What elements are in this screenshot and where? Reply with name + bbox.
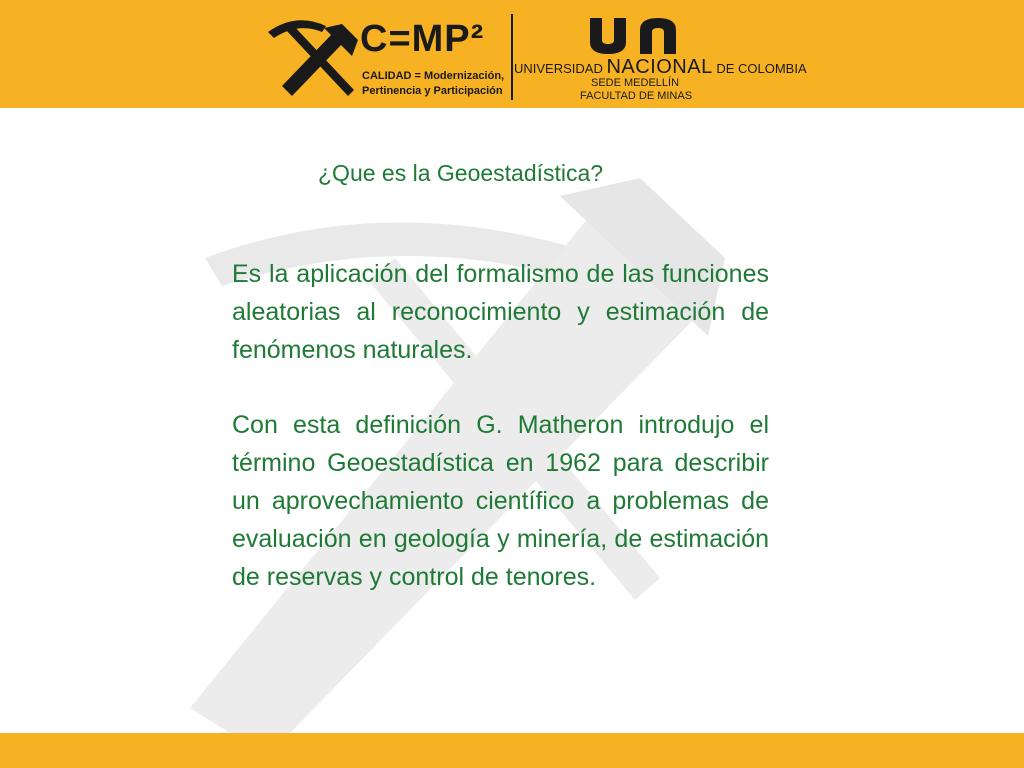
university-name — [514, 56, 807, 79]
university-name-suffix: DE COLOMBIA — [712, 61, 807, 76]
slide-title: ¿Que es la Geoestadística? — [318, 160, 604, 186]
cmp-logo-subtitle-line2: Pertinencia y Participación — [362, 85, 503, 97]
university-name-main: NACIONAL — [606, 56, 713, 78]
university-campus: SEDE MEDELLÍN — [590, 77, 680, 89]
university-name-prefix: UNIVERSIDAD — [514, 61, 607, 76]
university-faculty: FACULTAD DE MINAS — [580, 90, 693, 102]
definition-paragraph: Es la aplicación del formalismo de las funciones aleatorias al reconocimiento y estimación de fenómenos naturales. — [232, 260, 769, 364]
footer-bar — [0, 733, 1024, 768]
cmp-logo-title: C=MP² — [360, 18, 485, 60]
cmp-logo-subtitle-line1: CALIDAD = Modernización, — [362, 70, 505, 82]
un-logo-mark — [586, 14, 686, 54]
history-paragraph: Con esta definición G. Matheron introdujo el término Geoestadística en 1962 para describir un aprovechamiento científico a problemas de evaluación en geología y minería, de estimación de reservas y control de tenores. — [232, 411, 769, 591]
logo-divider — [511, 14, 513, 100]
